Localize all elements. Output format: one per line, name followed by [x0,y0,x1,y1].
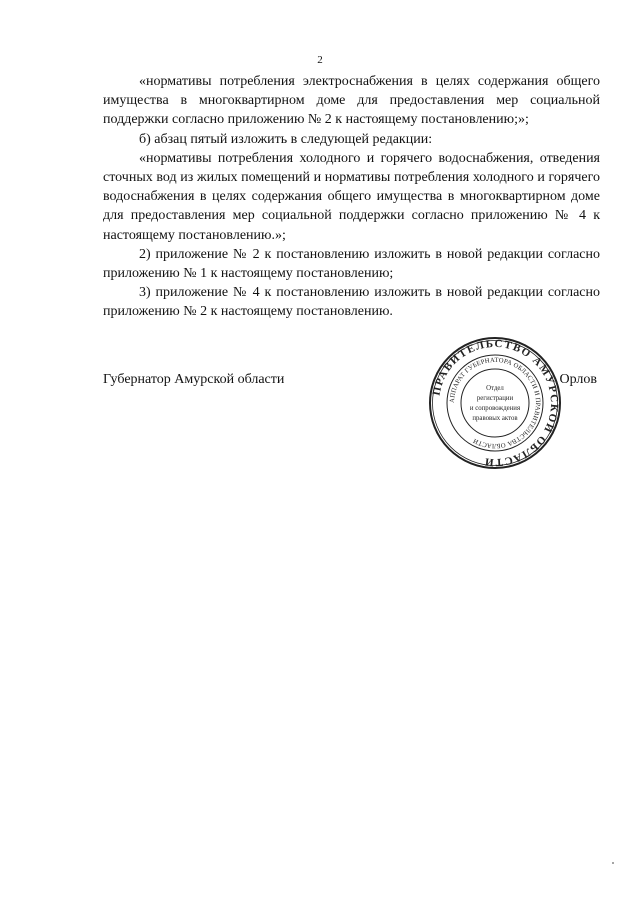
paragraph: «нормативы потребления холодного и горячего водоснабжения, отведения сточных вод из жилых помещений и нормативы потребления холодного и горячего водоснабжения в целях содержания общего имущества в многоквартирном доме для предоставления мер социальной поддержки согласно приложению № 4 к настоящему постановлению.»; [103,150,600,243]
svg-text:АППАРАТ ГУБЕРНАТОРА ОБЛАСТИ И [449,357,541,449]
signatory-name: Орлов [559,372,597,387]
seal-inner-text: АППАРАТ ГУБЕРНАТОРА ОБЛАСТИ И ПРАВИТЕЛЬСТВА ОБЛАСТИ [448,356,542,450]
seal-graphic [428,336,562,470]
official-seal [428,336,562,470]
seal-center-line: правовых актов [472,415,518,422]
paragraph: б) абзац пятый изложить в следующей редакции: [139,131,433,147]
seal-center-line: Отдел [486,385,504,392]
seal-outer-text: ПРАВИТЕЛЬСТВО АМУРСКОЙ ОБЛАСТИ [430,337,561,469]
signatory-title: Губернатор Амурской области [103,372,285,387]
scan-speck [612,862,614,864]
document-body [103,72,600,322]
seal-center-line: регистрации [476,395,514,402]
paragraph: 2) приложение № 2 к постановлению изложить в новой редакции согласно приложению № 1 к настоящему постановлению; [103,246,600,282]
page-number: 2 [317,54,323,66]
seal-center-line: и сопровождения [469,405,521,412]
paragraph: 3) приложение № 4 к постановлению изложить в новой редакции согласно приложению № 2 к настоящему постановлению. [103,285,600,320]
paragraph: «нормативы потребления электроснабжения в целях содержания общего имущества в многоквартирном доме для предоставления мер социальной поддержки согласно приложению № 2 к настоящему постановлению;»; [103,74,600,128]
